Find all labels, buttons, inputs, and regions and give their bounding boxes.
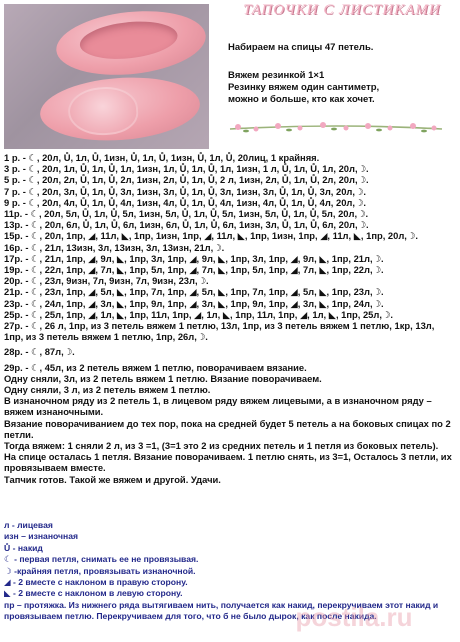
- instruction-line: На спице осталась 1 петля. Вязание поворачиваем. 1 петлю снять, из 3=1, Осталось 3 петли, их провязываем вместе.: [4, 451, 452, 474]
- row-19: 19р. - ☾, 22л, 1пр, ◢, 7л, ◣, 1пр, 5л, 1пр, ◢, 7л, ◣, 1пр, 5л, 1пр, ◢, 7л, ◣, 1пр, 22л,☽.: [4, 264, 384, 276]
- row-1: 1 р. - ☾, 20л, Ů, 1л, Ů, 1изн, Ů, 1л, Ů, 1изн, Ů, 1л, Ů, 20лиц, 1 крайняя.: [4, 152, 320, 163]
- row-17: 17р. - ☾, 21л, 1пр, ◢, 9л, ◣, 1пр, 3л, 1пр, ◢, 9л, ◣, 1пр, 3л, 1пр, ◢, 9л, ◣, 1пр, 21л,☽.: [4, 252, 384, 264]
- page-title: ТАПОЧКИ С ЛИСТИКАМИ: [243, 2, 441, 18]
- row-25: 25р. - ☾, 25л, 1пр, ◢, 1л, ◣, 1пр, 11л, 1пр, ◢, 1л, ◣, 1пр, 11л, 1пр, ◢, 1л, ◣, 1пр, 25л,☽.: [4, 308, 393, 320]
- legend-item: пр – протяжка. Из нижнего ряда вытягиваем нить, получается как накид, перекручиваем этот накид и провязываем петлю. Перекручиваем для того, что б не было дырок, как после накида.: [4, 599, 439, 622]
- row-28: 28р. - ☾, 87л,☽.: [4, 346, 75, 358]
- row-13: 13р. - ☾, 20л, 6л, Ů, 1л, Ů, 6л, 1изн, 6л, Ů, 1л, Ů, 6л, 1изн, 3л, Ů, 1л, Ů, 6л, 20л,☽.: [4, 219, 369, 231]
- slipper-top: [53, 4, 209, 81]
- row-20: 20р. - ☾, 23л, 9изн, 7л, 9изн, 7л, 9изн, 23л,☽.: [4, 275, 209, 287]
- instruction-line: Одну сняли, 3 л, из 2 петель вяжем 1 петлю.: [4, 384, 211, 396]
- slippers-photo: [4, 4, 209, 149]
- row-29: 29р. - ☾, 45л, из 2 петель вяжем 1 петлю, поворачиваем вязание.: [4, 361, 307, 373]
- row-5: 5 р. - ☾, 20л, 2л, Ů, 1л, Ů, 2л, 1изн, 2л, Ů, 1л, Ů, 2 л, 1изн, 2л, Ů, 1л, Ů, 2л, 20л,☽.: [4, 174, 369, 186]
- instruction-line: Вязание поворачиванием до тех пор, пока на средней будет 5 петель а на боковых спицах по 2 петли.: [4, 417, 451, 440]
- instruction-line: Тогда вяжем: 1 сняли 2 л, из 3 =1, (3=1 это 2 из средних петель и 1 петля из боковых петель).: [4, 440, 439, 452]
- row-15: 15р. - ☾, 20л, 1пр, ◢, 11л, ◣, 1пр, 1изн, 1пр, ◢, 11л, ◣, 1пр, 1изн, 1пр, ◢, 11л, ◣, 1пр, 20л,☽.: [4, 230, 418, 242]
- knitting-instructions: [4, 152, 456, 485]
- legend-item: изн – изнаночная: [4, 531, 79, 542]
- slipper-bottom: [38, 72, 202, 145]
- closing-line: Тапчик готов. Такой же вяжем и другой. Удачи.: [4, 473, 221, 485]
- row-9: 9 р. - ☾, 20л, 4л, Ů, 1л, Ů, 4л, 1изн, 4л, Ů, 1л, Ů, 4л, 1изн, 4л, Ů, 1л, Ů, 4л, 20л,☽.: [4, 196, 366, 208]
- cast-on-text: Набираем на спицы 47 петель.: [228, 42, 374, 53]
- row-16: 16р. - ☾, 21л, 13изн, 3л, 13изн, 3л, 13изн, 21л,☽.: [4, 241, 225, 253]
- legend-item: ☽ -крайняя петля, провязывать изнаночной.: [4, 565, 196, 576]
- row-7: 7 р. - ☾, 20л, 3л, Ů, 1л, Ů, 3л, 1изн, 3л, Ů, 1л, Ů, 3л, 1изн, 3л, Ů, 1л, Ů, 3л, 20л,☽.: [4, 185, 366, 197]
- legend-item: ☾ - первая петля, снимать ее не провязывая.: [4, 554, 199, 565]
- instruction-line: Одну сняли, 3л, из 2 петель вяжем 1 петлю. Вязание поворачиваем.: [4, 372, 322, 384]
- legend-item: ◢ - 2 вместе с наклоном в правую сторону.: [4, 577, 188, 588]
- row-11: 11р. - ☾, 20л, 5л, Ů, 1л, Ů, 5л, 1изн, 5л, Ů, 1л, Ů, 5л, 1изн, 5л, Ů, 1л, Ů, 5л, 20л,☽.: [4, 208, 369, 220]
- leaf-motif: [67, 85, 140, 138]
- legend-item: Ů - накид: [4, 542, 43, 553]
- row-23: 23р. - ☾, 24л, 1пр, ◢, 3л, ◣, 1пр, 9л, 1пр, ◢, 3л, ◣, 1пр, 9л, 1пр, ◢, 3л, ◣, 1пр, 24л,☽.: [4, 297, 384, 309]
- legend-item: л - лицевая: [4, 520, 53, 530]
- flower-border-decoration: [228, 120, 444, 136]
- postila-watermark: [254, 600, 454, 634]
- row-27: 27р. - ☾, 26 л, 1пр, из 3 петель вяжем 1 петлю, 13л, 1пр, из 3 петель вяжем 1 петлю, 1кр, 13л, 1пр, из 3 петель вяжем 1 петлю, 1пр, 26л,☽.: [4, 320, 435, 343]
- instruction-line: В изнаночном ряду из 2 петель 1, в лицевом ряду вяжем лицевыми, а в изнаночном ряду – вяжем изнаночными.: [4, 395, 432, 418]
- row-21: 21р. - ☾, 23л, 1пр, ◢, 5л, ◣, 1пр, 7л, 1пр, ◢, 5л, ◣, 1пр, 7л, 1пр, ◢, 5л, ◣, 1пр, 23л,☽.: [4, 286, 384, 298]
- legend-item: ◣ - 2 вместе с наклоном в левую сторону.: [4, 588, 183, 599]
- row-3: 3 р. - ☾, 20л, 1л, Ů, 1л, Ů, 1л, 1изн, 1л, Ů, 1л, Ů, 1л, 1изн, 1 л, Ů, 1л, Ů, 1л, 20л,☽.: [4, 163, 369, 175]
- rib-instructions: Вяжем резинкой 1×1 Резинку вяжем один сантиметр, можно и больше, кто как хочет.: [228, 70, 380, 105]
- svg-text:postila.ru: postila.ru: [295, 602, 413, 632]
